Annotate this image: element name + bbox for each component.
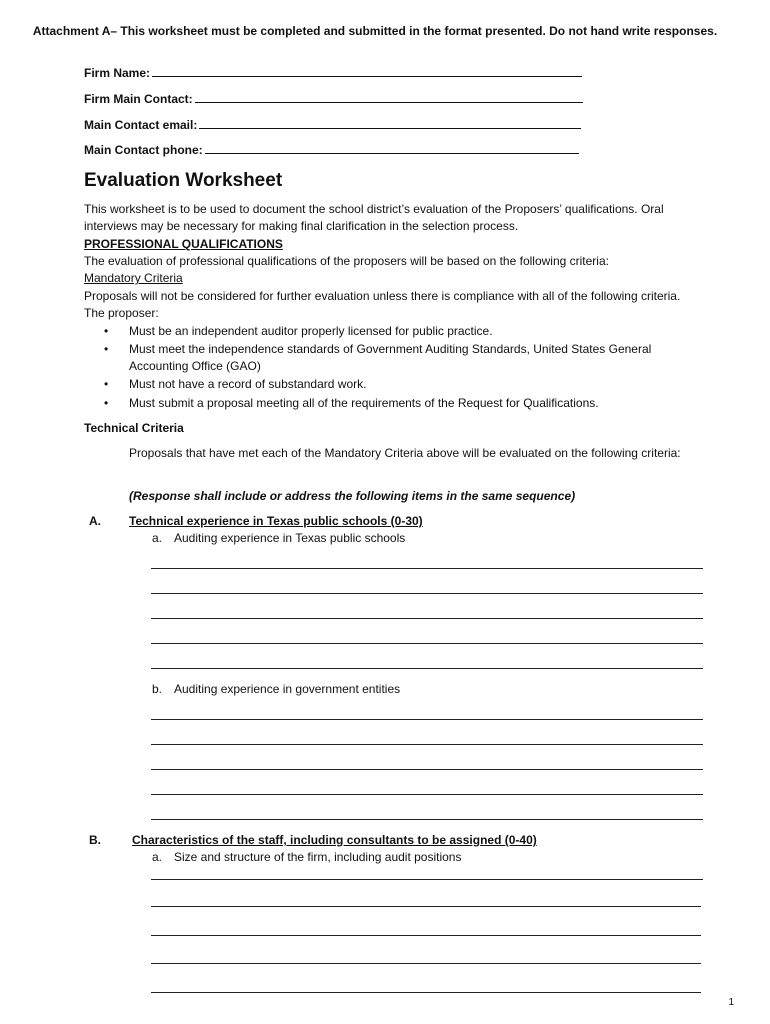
professional-qualifications-text: The evaluation of professional qualifications of the proposers will be based on the following criteria: — [84, 254, 609, 268]
attachment-note: Attachment A– This worksheet must be completed and submitted in the format presented. Do not hand write responses. — [32, 24, 718, 38]
bullet-icon: • — [104, 377, 109, 391]
main-contact-email-blank — [199, 127, 581, 129]
response-line — [151, 906, 701, 907]
response-line — [151, 744, 703, 745]
section-a-heading: Technical experience in Texas public schools (0-30) — [129, 514, 423, 528]
item-b-label: b. — [152, 682, 163, 696]
section-a-letter: A. — [89, 514, 101, 528]
item-a-text: Size and structure of the firm, including audit positions — [174, 850, 462, 864]
professional-qualifications-heading: PROFESSIONAL QUALIFICATIONS — [84, 237, 283, 251]
response-line — [151, 963, 701, 964]
firm-name-blank — [152, 75, 582, 77]
item-a-text: Auditing experience in Texas public schools — [174, 531, 406, 545]
item-a-label: a. — [152, 531, 163, 545]
response-line — [151, 719, 703, 720]
response-line — [151, 643, 703, 644]
mandatory-bullet-4: Must submit a proposal meeting all of the requirements of the Request for Qualifications. — [129, 396, 599, 410]
section-b-letter: B. — [89, 833, 101, 847]
bullet-icon: • — [104, 342, 109, 356]
page-number: 1 — [728, 997, 734, 1008]
response-line — [151, 769, 703, 770]
item-a-label: a. — [152, 850, 163, 864]
mandatory-criteria-heading: Mandatory Criteria — [84, 271, 183, 285]
response-line — [151, 794, 703, 795]
firm-main-contact-label: Firm Main Contact: — [84, 92, 193, 106]
response-line — [151, 593, 703, 594]
response-line — [151, 668, 703, 669]
bullet-icon: • — [104, 396, 109, 410]
technical-criteria-text: Proposals that have met each of the Mandatory Criteria above will be evaluated on the following criteria: — [129, 446, 681, 460]
response-line — [151, 819, 703, 820]
mandatory-bullet-1: Must be an independent auditor properly licensed for public practice. — [129, 324, 493, 338]
main-contact-phone-label: Main Contact phone: — [84, 143, 203, 157]
technical-criteria-heading: Technical Criteria — [84, 421, 184, 435]
main-contact-email-field — [84, 118, 581, 132]
firm-main-contact-blank — [195, 101, 583, 103]
mandatory-criteria-text: Proposals will not be considered for further evaluation unless there is compliance with all of the following criteria. The proposer: — [84, 289, 681, 320]
response-line — [151, 935, 701, 936]
main-contact-phone-blank — [205, 152, 579, 154]
firm-name-field — [84, 66, 582, 80]
response-line — [151, 568, 703, 569]
mandatory-bullet-2: Must meet the independence standards of Government Auditing Standards, United States General Accounting Office (GAO) — [129, 342, 652, 373]
page-title: Evaluation Worksheet — [84, 170, 283, 191]
firm-main-contact-field — [84, 92, 583, 106]
main-contact-phone-field — [84, 143, 579, 157]
mandatory-bullet-3: Must not have a record of substandard work. — [129, 377, 367, 391]
response-line — [151, 879, 703, 880]
response-sequence-note: (Response shall include or address the following items in the same sequence) — [129, 489, 576, 503]
item-b-text: Auditing experience in government entities — [174, 682, 401, 696]
firm-name-label: Firm Name: — [84, 66, 151, 80]
intro-paragraph: This worksheet is to be used to document the school district’s evaluation of the Proposers’ qualifications. Oral interviews may be necessary for making final clarification in the selection process. — [84, 202, 664, 233]
main-contact-email-label: Main Contact email: — [84, 118, 198, 132]
response-line — [151, 992, 701, 993]
section-b-heading: Characteristics of the staff, including consultants to be assigned (0-40) — [132, 833, 537, 847]
response-line — [151, 618, 703, 619]
bullet-icon: • — [104, 324, 109, 338]
